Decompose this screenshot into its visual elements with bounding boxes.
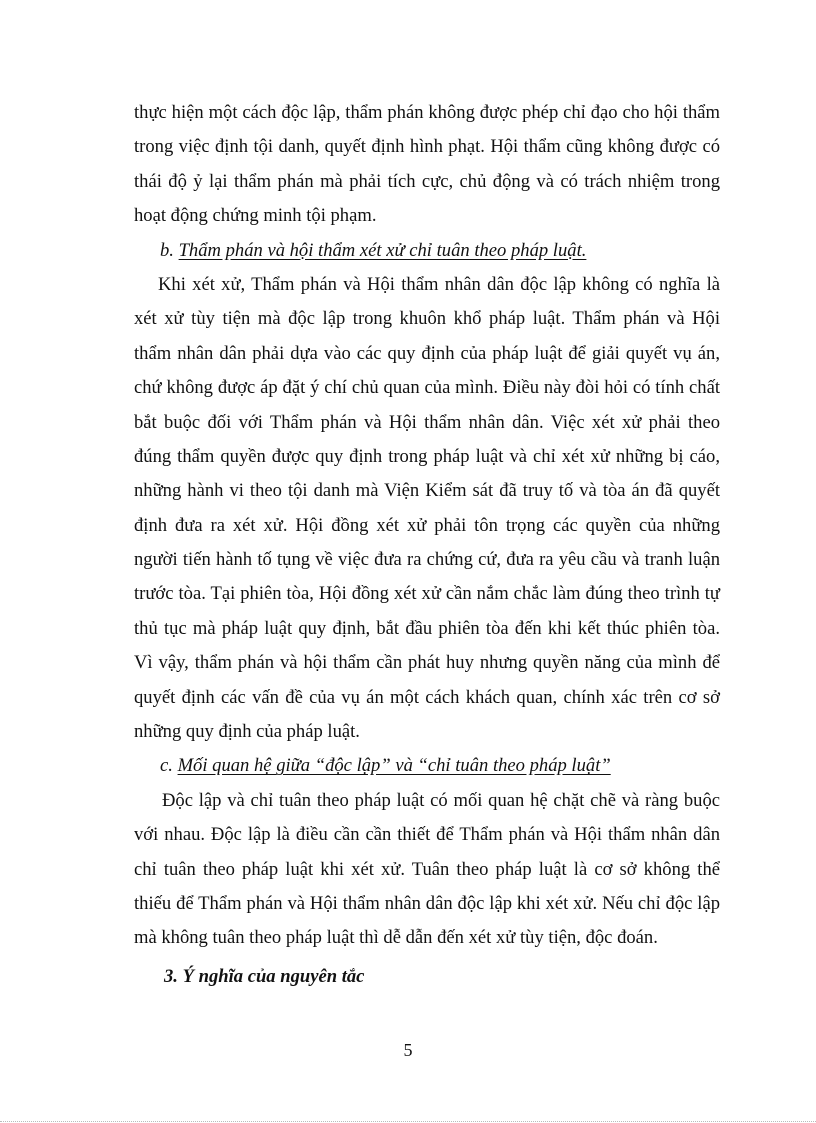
text-line: thiếu để Thẩm phán và Hội thẩm nhân dân độc lập khi xét xử. Nếu chỉ độc lập	[134, 892, 720, 914]
text-line: thủ tục mà pháp luật quy định, bắt đầu phiên tòa đến khi kết thúc phiên tòa.	[134, 617, 720, 639]
heading-c-prefix: c.	[160, 755, 178, 777]
text-line: những hành vi theo tội danh mà Viện Kiểm sát đã truy tố và tòa án đã quyết	[134, 480, 720, 502]
section-heading-c	[134, 749, 720, 783]
page-number: 5	[403, 1040, 413, 1060]
heading-b-prefix: b.	[160, 239, 179, 261]
text-line: đúng thẩm quyền được quy định trong pháp luật và chỉ xét xử những bị cáo,	[134, 445, 720, 467]
section-heading-b	[134, 234, 720, 268]
text-line: trước tòa. Tại phiên tòa, Hội đồng xét xử cần nắm chắc làm đúng theo trình tự	[134, 583, 720, 605]
heading-c-text: Mối quan hệ giữa “độc lập” và “chỉ tuân theo pháp luật”	[177, 755, 611, 777]
text-line: với nhau. Độc lập là điều cần cần thiết để Thẩm phán và Hội thẩm nhân dân	[134, 824, 720, 846]
text-line: thẩm nhân dân phải dựa vào các quy định của pháp luật để giải quyết vụ án,	[134, 342, 720, 364]
page-bottom-divider	[0, 1121, 816, 1122]
text-line: mà không tuân theo pháp luật thì dễ dẫn đến xét xử tùy tiện, độc đoán.	[134, 927, 658, 949]
text-line: xét xử tùy tiện mà độc lập trong khuôn khổ pháp luật. Thẩm phán và Hội	[134, 308, 720, 330]
text-line: hoạt động chứng minh tội phạm.	[134, 205, 377, 227]
text-line: chỉ tuân theo pháp luật khi xét xử. Tuân theo pháp luật là cơ sở không thể	[134, 858, 720, 880]
document-page	[134, 96, 720, 994]
text-line: định đưa ra xét xử. Hội đồng xét xử phải tôn trọng các quyền của những	[134, 514, 720, 536]
paragraph-independence-law	[134, 268, 720, 749]
text-line: trong việc định tội danh, quyết định hình phạt. Hội thẩm cũng không được có	[134, 136, 720, 158]
text-line: Khi xét xử, Thẩm phán và Hội thẩm nhân dân độc lập không có nghĩa là	[158, 273, 720, 295]
text-line: Độc lập và chỉ tuân theo pháp luật có mối quan hệ chặt chẽ và ràng buộc	[162, 789, 720, 811]
text-line: thái độ ỷ lại thẩm phán mà phải tích cực, chủ động và có trách nhiệm trong	[134, 170, 720, 192]
text-line: thực hiện một cách độc lập, thẩm phán không được phép chỉ đạo cho hội thẩm	[134, 102, 720, 123]
text-line: Vì vậy, thẩm phán và hội thẩm cần phát huy nhưng quyền năng của mình để	[134, 652, 720, 674]
text-line: bắt buộc đối với Thẩm phán và Hội thẩm nhân dân. Việc xét xử phải theo	[134, 411, 720, 433]
section-heading-3: 3. Ý nghĩa của nguyên tắc	[164, 965, 365, 987]
paragraph-continuation	[134, 96, 720, 234]
text-line: quyết định các vấn đề của vụ án một cách khách quan, chính xác trên cơ sở	[134, 686, 720, 708]
text-line: chứ không được áp đặt ý chí chủ quan của mình. Điều này đòi hỏi có tính chất	[134, 377, 720, 399]
text-line: người tiến hành tố tụng về việc đưa ra chứng cứ, đưa ra yêu cầu và tranh luận	[134, 549, 720, 571]
heading-b-text: Thẩm phán và hội thẩm xét xử chỉ tuân theo pháp luật.	[178, 239, 587, 261]
paragraph-relationship	[134, 784, 720, 956]
text-line: những quy định của pháp luật.	[134, 721, 360, 743]
